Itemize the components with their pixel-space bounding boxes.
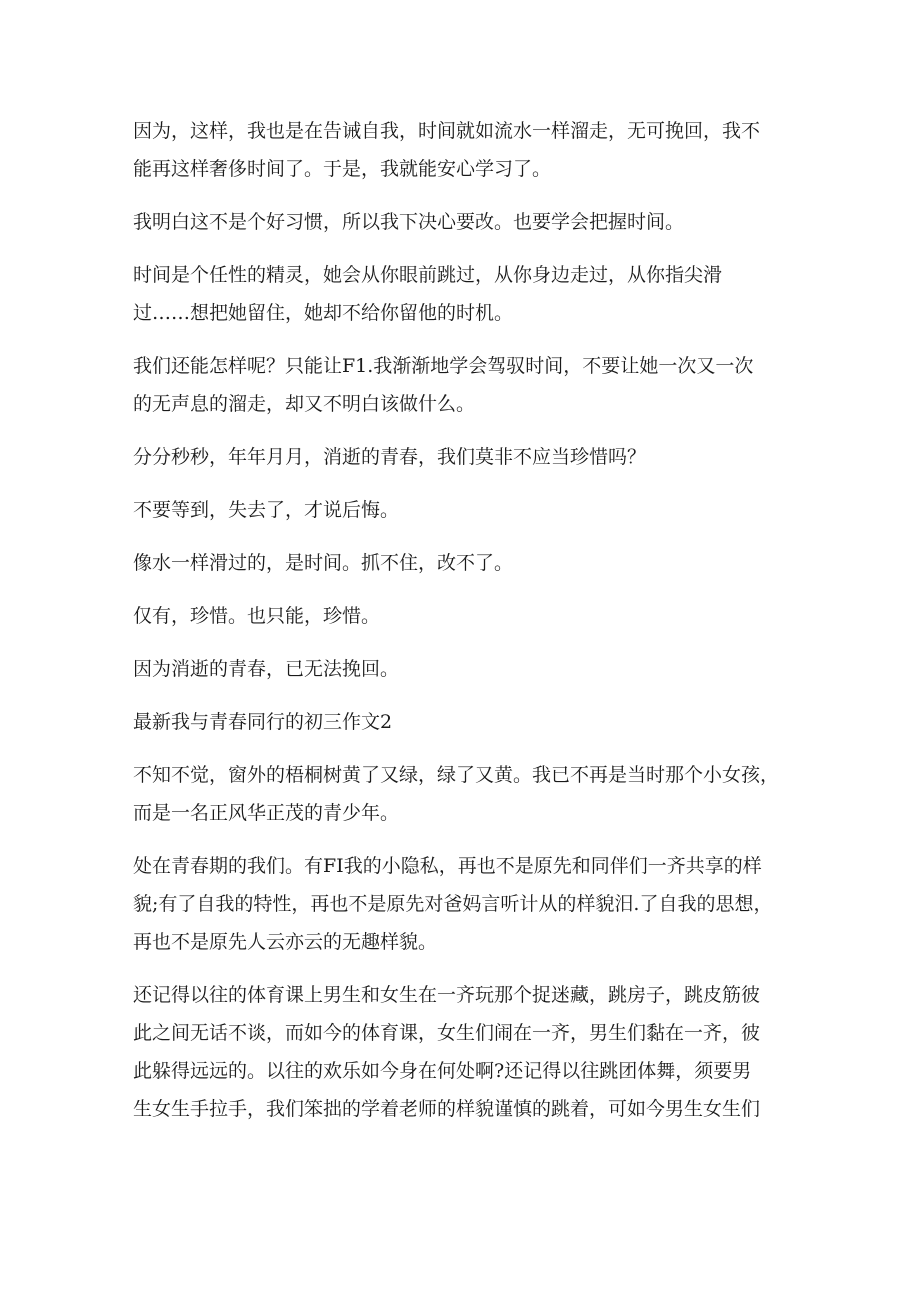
paragraph: [133, 756, 803, 832]
paragraph: [133, 438, 803, 476]
text-line: 还记得以往的体育课上男生和女生在一齐玩那个捉迷藏，跳房子，跳皮筋彼: [133, 984, 761, 1006]
text-line: 貌;有了自我的特性，再也不是原先对爸妈言听计从的样貌汨.了自我的思想，: [133, 893, 773, 915]
paragraph: [133, 847, 803, 961]
paragraph: [133, 976, 803, 1128]
paragraph: [133, 112, 803, 188]
text-line: 因为，这样，我也是在告诫自我，时间就如流水一样溜走，无可挽回，我不: [133, 120, 761, 142]
text-line: 因为消逝的青春，已无法挽回。: [133, 658, 400, 680]
paragraph: [133, 491, 803, 529]
document-body: [133, 112, 803, 1128]
text-line: 我们还能怎样呢？只能让F1.我渐渐地学会驾驭时间，不要让她一次又一次: [133, 355, 754, 377]
text-line: 此之间无话不谈，而如今的体育课，女生们闹在一齐，男生们黏在一齐，彼: [133, 1022, 761, 1044]
text-line: 此躲得远远的。以往的欢乐如今身在何处啊?还记得以往跳团体舞，须要男: [133, 1060, 752, 1082]
text-line: 仅有，珍惜。也只能，珍惜。: [133, 605, 381, 627]
paragraph: [133, 544, 803, 582]
text-line: 我明白这不是个好习惯，所以我下决心要改。也要学会把握时间。: [133, 211, 685, 233]
text-line: 不知不觉，窗外的梧桐树黄了又绿，绿了又黄。我已不再是当时那个小女孩，: [133, 764, 780, 786]
text-line: 的无声息的溜走，却又不明白该做什么。: [133, 393, 476, 415]
text-line: 处在青春期的我们。有FI我的小隐私，再也不是原先和同伴们一齐共享的样: [133, 855, 762, 877]
text-line: 不要等到，失去了，才说后悔。: [133, 499, 400, 521]
heading-line: 最新我与青春同行的初三作文2: [133, 711, 393, 733]
text-line: 而是一名正风华正茂的青少年。: [133, 802, 400, 824]
text-line: 分分秒秒，年年月月，消逝的青春，我们莫非不应当珍惜吗？: [133, 446, 647, 468]
text-line: 像水一样滑过的，是时间。抓不住，改不了。: [133, 552, 514, 574]
text-line: 时间是个任性的精灵，她会从你眼前跳过，从你身边走过，从你指尖滑: [133, 264, 723, 286]
paragraph: [133, 256, 803, 332]
paragraph: [133, 347, 803, 423]
paragraph: [133, 203, 803, 241]
paragraph: [133, 650, 803, 688]
paragraph: [133, 597, 803, 635]
section-heading: [133, 703, 803, 741]
text-line: 生女生手拉手，我们笨拙的学着老师的样貌谨慎的跳着，可如今男生女生们: [133, 1098, 761, 1120]
text-line: 再也不是原先人云亦云的无趣样貌。: [133, 931, 438, 953]
text-line: 过……想把她留住，她却不给你留他的时机。: [133, 302, 514, 324]
text-line: 能再这样奢侈时间了。于是，我就能安心学习了。: [133, 158, 552, 180]
